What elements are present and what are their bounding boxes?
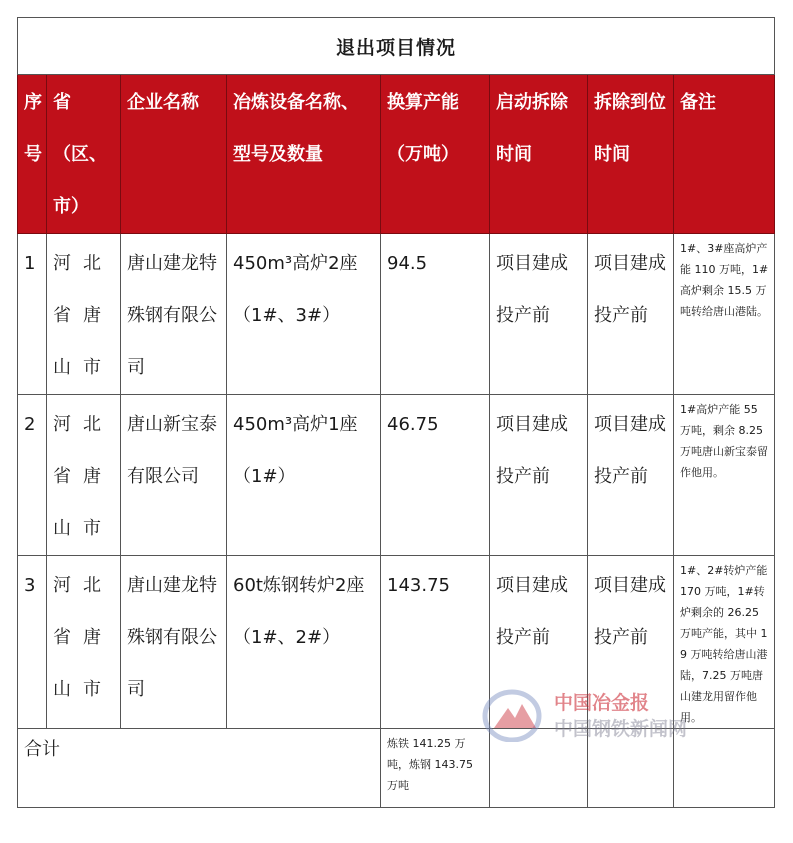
watermark-logo-icon [482,688,546,742]
row-company: 唐山新宝泰有限公司 [121,395,227,556]
row-no: 3 [18,556,47,729]
table-title: 退出项目情况 [18,18,775,75]
row-no: 1 [18,234,47,395]
table-row [18,395,775,556]
row-start-time: 项目建成投产前 [490,556,588,729]
header-province: 省（区、市） [47,75,121,234]
row-equipment: 60t炼钢转炉2座（1#、2#） [227,556,381,729]
row-company: 唐山建龙特殊钢有限公司 [121,556,227,729]
total-capacity: 炼铁 141.25 万吨，炼钢 143.75 万吨 [381,729,490,808]
row-note: 1#、3#座高炉产能 110 万吨，1#高炉剩余 15.5 万吨转给唐山港陆。 [674,234,775,395]
row-capacity: 94.5 [381,234,490,395]
row-finish-time: 项目建成投产前 [588,234,674,395]
header-equipment: 冶炼设备名称、型号及数量 [227,75,381,234]
header-capacity: 换算产能（万吨） [381,75,490,234]
row-finish-time: 项目建成投产前 [588,395,674,556]
header-note: 备注 [674,75,775,234]
row-start-time: 项目建成投产前 [490,395,588,556]
watermark [482,684,692,746]
row-equipment: 450m³高炉2座（1#、3#） [227,234,381,395]
row-equipment: 450m³高炉1座（1#） [227,395,381,556]
watermark-line2: 中国钢铁新闻网 [554,718,688,740]
row-province: 河北省唐山市 [47,556,121,729]
watermark-line1: 中国冶金报 [554,692,650,714]
header-finish-time: 拆除到位时间 [588,75,674,234]
row-capacity: 143.75 [381,556,490,729]
row-no: 2 [18,395,47,556]
header-company: 企业名称 [121,75,227,234]
total-label: 合计 [18,729,381,808]
row-capacity: 46.75 [381,395,490,556]
row-province: 河北省唐山市 [47,234,121,395]
header-no: 序号 [18,75,47,234]
row-start-time: 项目建成投产前 [490,234,588,395]
table-row [18,234,775,395]
row-company: 唐山建龙特殊钢有限公司 [121,234,227,395]
row-note: 1#高炉产能 55 万吨，剩余 8.25 万吨唐山新宝泰留作他用。 [674,395,775,556]
row-note: 1#、2#转炉产能 170 万吨，1#转炉剩余的 26.25 万吨产能，其中 19 万吨转给唐山港陆，7.25 万吨唐山建龙用留作他用。 [674,556,775,729]
header-row [18,75,775,234]
row-finish-time: 项目建成投产前 [588,556,674,729]
row-province: 河北省唐山市 [47,395,121,556]
header-start-time: 启动拆除时间 [490,75,588,234]
